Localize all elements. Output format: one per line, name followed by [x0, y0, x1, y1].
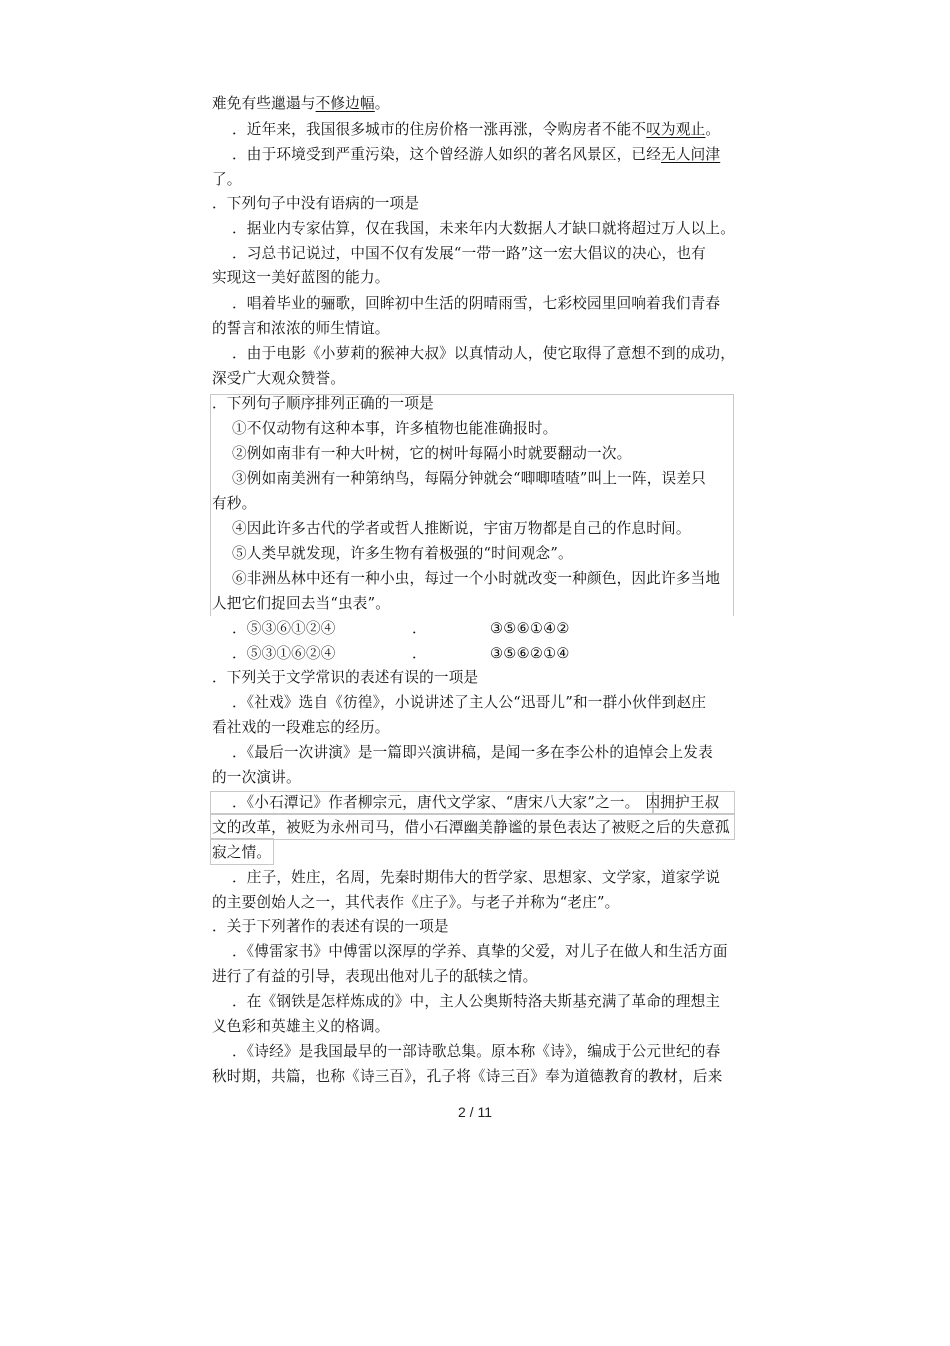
sentence-item: ②例如南非有一种大叶树，它的树叶每隔小时就要翻动一次。: [232, 445, 632, 462]
answer-option-marker: ．: [412, 645, 427, 662]
option-line: ．庄子，姓庄，名周，先秦时期伟大的哲学家、思想家、文学家，道家学说: [232, 869, 721, 886]
text-line: 的誓言和浓浓的师生情谊。: [212, 320, 390, 337]
option-line: ．在《钢铁是怎样炼成的》中，主人公奥斯特洛夫斯基充满了革命的理想主: [232, 993, 721, 1010]
text-line: 文的改革，被贬为永州司马，借小石潭幽美静谧的景色表达了被贬之后的失意孤: [212, 819, 730, 836]
option-line: ．由于环境受到严重污染，这个曾经游人如织的著名风景区，已经无人问津: [232, 146, 721, 163]
question-stem: ．关于下列著作的表述有误的一项是: [212, 918, 449, 935]
text-line: 了。: [212, 171, 242, 188]
option-line: ．唱着毕业的骊歌，回眸初中生活的阴晴雨雪，七彩校园里回响着我们青春: [232, 295, 721, 312]
option-line: ．习总书记说过，中国不仅有发展“一带一路”这一宏大倡议的决心，也有: [232, 245, 706, 262]
answer-option-marker: ．: [412, 620, 427, 637]
option-line: ．《诗经》是我国最早的一部诗歌总集。原本称《诗》，编成于公元世纪的春: [232, 1043, 721, 1060]
option-line: ．《小石潭记》作者柳宗元，唐代文学家、“唐宋八大家”之一。 因拥护王叔: [232, 794, 720, 811]
text-line: 义色彩和英雄主义的格调。: [212, 1018, 390, 1035]
sentence-item: ①不仅动物有这种本事，许多植物也能准确报时。: [232, 420, 558, 437]
text-line: 有秒。: [212, 495, 257, 512]
text-line: 实现这一美好蓝图的能力。: [212, 269, 390, 286]
option-line: ．由于电影《小萝莉的猴神大叔》以真情动人，使它取得了意想不到的成功，: [232, 345, 735, 362]
text-line: 人把它们捉回去当“虫表”。: [212, 595, 391, 612]
text-line: 看社戏的一段难忘的经历。: [212, 719, 390, 736]
option-line: ．《傅雷家书》中傅雷以深厚的学养、真挚的父爱，对儿子在做人和生活方面: [232, 943, 728, 960]
underlined-phrase: 叹为观止: [646, 121, 706, 138]
text-line: 难免有些邋遢与不修边幅。: [212, 95, 390, 112]
text-line: 的主要创始人之一，其代表作《庄子》。与老子并称为“老庄”。: [212, 894, 620, 911]
sentence-item: ⑤人类早就发现，许多生物有着极强的“时间观念”。: [232, 545, 573, 562]
question-stem: ．下列关于文学常识的表述有误的一项是: [212, 669, 479, 686]
answer-option: ．⑤③⑥①②④: [232, 620, 336, 637]
text-line: 进行了有益的引导，表现出他对儿子的舐犊之情。: [212, 968, 538, 985]
question-stem: ．下列句子中没有语病的一项是: [212, 195, 420, 212]
option-line: ．近年来，我国很多城市的住房价格一涨再涨，令购房者不能不叹为观止。: [232, 121, 721, 138]
answer-option: ③⑤⑥①④②: [490, 620, 570, 637]
answer-option: ．⑤③①⑥②④: [232, 645, 336, 662]
sentence-item: ⑥非洲丛林中还有一种小虫，每过一个小时就改变一种颜色，因此许多当地: [232, 570, 721, 587]
order-frame-left: [210, 394, 211, 616]
underlined-phrase: 不修边幅: [315, 95, 375, 112]
option-line: ．《社戏》选自《彷徨》，小说讲述了主人公“迅哥儿”和一群小伙伴到赵庄: [232, 694, 707, 711]
sentence-item: ③例如南美洲有一种第纳鸟，每隔分钟就会“唧唧喳喳”叫上一阵，误差只: [232, 470, 706, 487]
underlined-phrase: 无人问津: [661, 146, 721, 163]
question-stem: ．下列句子顺序排列正确的一项是: [212, 395, 434, 412]
order-frame-right: [733, 394, 734, 616]
answer-option: ③⑤⑥②①④: [490, 645, 570, 662]
option-line: ．据业内专家估算，仅在我国，未来年内大数据人才缺口就将超过万人以上。: [232, 220, 735, 237]
text-line: 寂之情。: [212, 844, 272, 861]
text-line: 秋时期，共篇，也称《诗三百》，孔子将《诗三百》奉为道德教育的教材，后来: [212, 1068, 723, 1085]
page-number: 2 / 11: [458, 1104, 492, 1120]
text-line: 深受广大观众赞誉。: [212, 370, 346, 387]
sentence-item: ④因此许多古代的学者或哲人推断说，宇宙万物都是自己的作息时间。: [232, 520, 691, 537]
text-line: 的一次演讲。: [212, 769, 301, 786]
option-line: ．《最后一次讲演》是一篇即兴演讲稿，是闻一多在李公朴的追悼会上发表: [232, 744, 713, 761]
